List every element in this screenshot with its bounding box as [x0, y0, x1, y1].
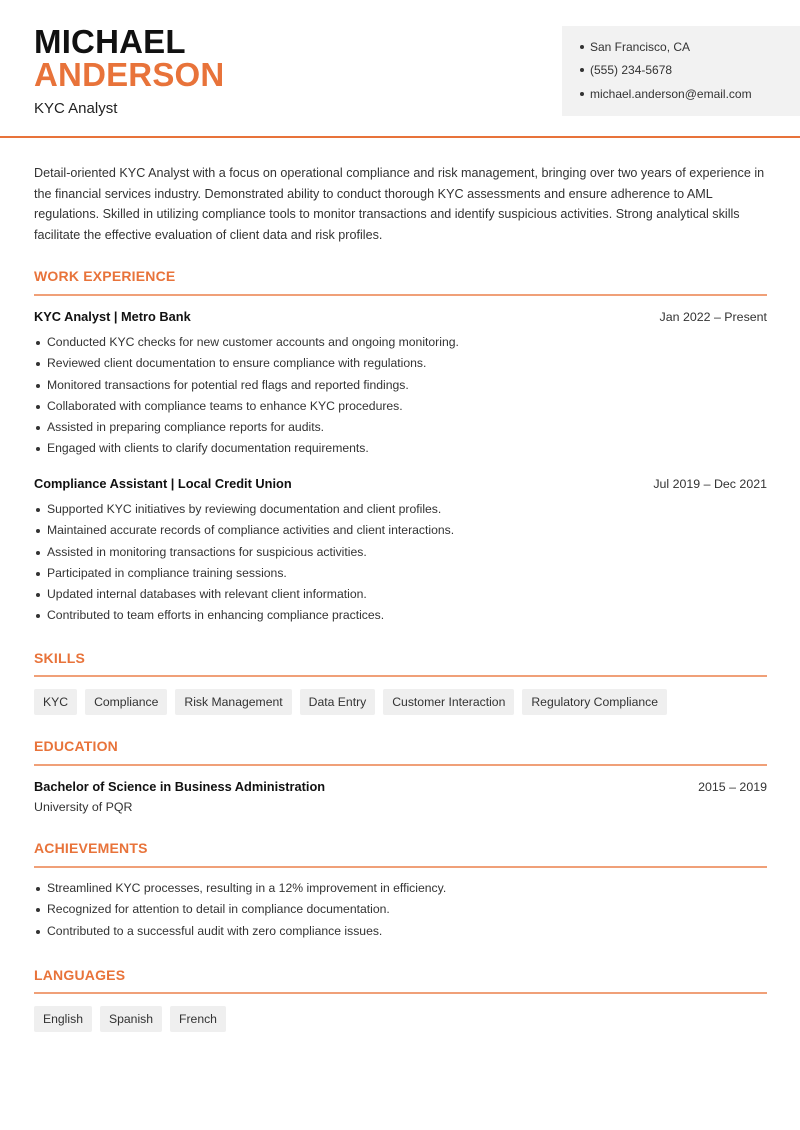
job-dates: Jul 2019 – Dec 2021 [653, 477, 767, 491]
languages-heading: LANGUAGES [34, 967, 126, 983]
language-tags [34, 1006, 226, 1032]
language-tag: French [170, 1006, 226, 1032]
profile-summary: Detail-oriented KYC Analyst with a focus on operational compliance and risk management, bringing over two years of experience in the financial services industry. Demonstrated ability to conduct thorough KYC assessments and ensure adherence to AML regulations. Skilled in utilizing compliance tools to monitor transactions and identify suspicious activities. Strong analytical skills facilitate the effective evaluation of client data and risk profiles. [34, 166, 765, 243]
section-divider [34, 675, 767, 677]
job-entry-header [34, 309, 767, 325]
school-name: University of PQR [34, 800, 133, 814]
resume-header [0, 0, 800, 138]
job-title-company: Compliance Assistant | Local Credit Union [34, 476, 292, 491]
education-dates: 2015 – 2019 [698, 780, 767, 794]
section-divider [34, 764, 767, 766]
contact-email [580, 87, 752, 101]
list-item: Engaged with clients to clarify documentation requirements. [34, 438, 767, 459]
contact-box [562, 26, 800, 116]
list-item: Reviewed client documentation to ensure compliance with regulations. [34, 353, 767, 374]
section-divider [34, 294, 767, 296]
achievement-bullets [34, 878, 767, 942]
list-item: Assisted in monitoring transactions for suspicious activities. [34, 542, 767, 563]
list-item: Participated in compliance training sessions. [34, 563, 767, 584]
skill-tag: Risk Management [175, 689, 291, 715]
skills-heading: SKILLS [34, 650, 85, 666]
list-item: Maintained accurate records of compliance activities and client interactions. [34, 520, 767, 541]
work-experience-heading: WORK EXPERIENCE [34, 268, 176, 284]
list-item: Supported KYC initiatives by reviewing documentation and client profiles. [34, 499, 767, 520]
language-tag: English [34, 1006, 92, 1032]
email-text: michael.anderson@email.com [590, 87, 752, 101]
achievements-heading: ACHIEVEMENTS [34, 840, 148, 856]
section-divider [34, 992, 767, 994]
last-name: ANDERSON [34, 56, 225, 93]
bullet-dot-icon [580, 68, 584, 72]
list-item: Recognized for attention to detail in compliance documentation. [34, 899, 767, 920]
degree-name: Bachelor of Science in Business Administration [34, 779, 326, 794]
list-item: Monitored transactions for potential red flags and reported findings. [34, 375, 767, 396]
skill-tag: Customer Interaction [383, 689, 514, 715]
phone-text: (555) 234-5678 [590, 63, 673, 77]
list-item: Updated internal databases with relevant client information. [34, 584, 767, 605]
location-text: San Francisco, CA [590, 40, 691, 54]
list-item: Contributed to a successful audit with zero compliance issues. [34, 921, 767, 942]
list-item: Assisted in preparing compliance reports for audits. [34, 417, 767, 438]
list-item: Contributed to team efforts in enhancing compliance practices. [34, 605, 767, 626]
skill-tag: Data Entry [300, 689, 376, 715]
bullet-dot-icon [580, 92, 584, 96]
job-entry-header [34, 476, 767, 492]
header-divider [0, 136, 800, 138]
skill-tag: Regulatory Compliance [522, 689, 667, 715]
contact-phone [580, 63, 672, 77]
bullet-dot-icon [580, 45, 584, 49]
education-entry-header [34, 779, 767, 795]
job-bullets [34, 332, 767, 460]
skills-tags [34, 689, 667, 715]
list-item: Conducted KYC checks for new customer accounts and ongoing monitoring. [34, 332, 767, 353]
first-name: MICHAEL [34, 23, 186, 60]
contact-location [580, 40, 690, 54]
education-heading: EDUCATION [34, 738, 118, 754]
section-divider [34, 866, 767, 868]
list-item: Streamlined KYC processes, resulting in a 12% improvement in efficiency. [34, 878, 767, 899]
skill-tag: Compliance [85, 689, 167, 715]
job-title: KYC Analyst [34, 100, 118, 117]
list-item: Collaborated with compliance teams to enhance KYC procedures. [34, 396, 767, 417]
job-title-company: KYC Analyst | Metro Bank [34, 309, 191, 324]
job-bullets [34, 499, 767, 627]
language-tag: Spanish [100, 1006, 162, 1032]
skill-tag: KYC [34, 689, 77, 715]
job-dates: Jan 2022 – Present [659, 310, 767, 324]
